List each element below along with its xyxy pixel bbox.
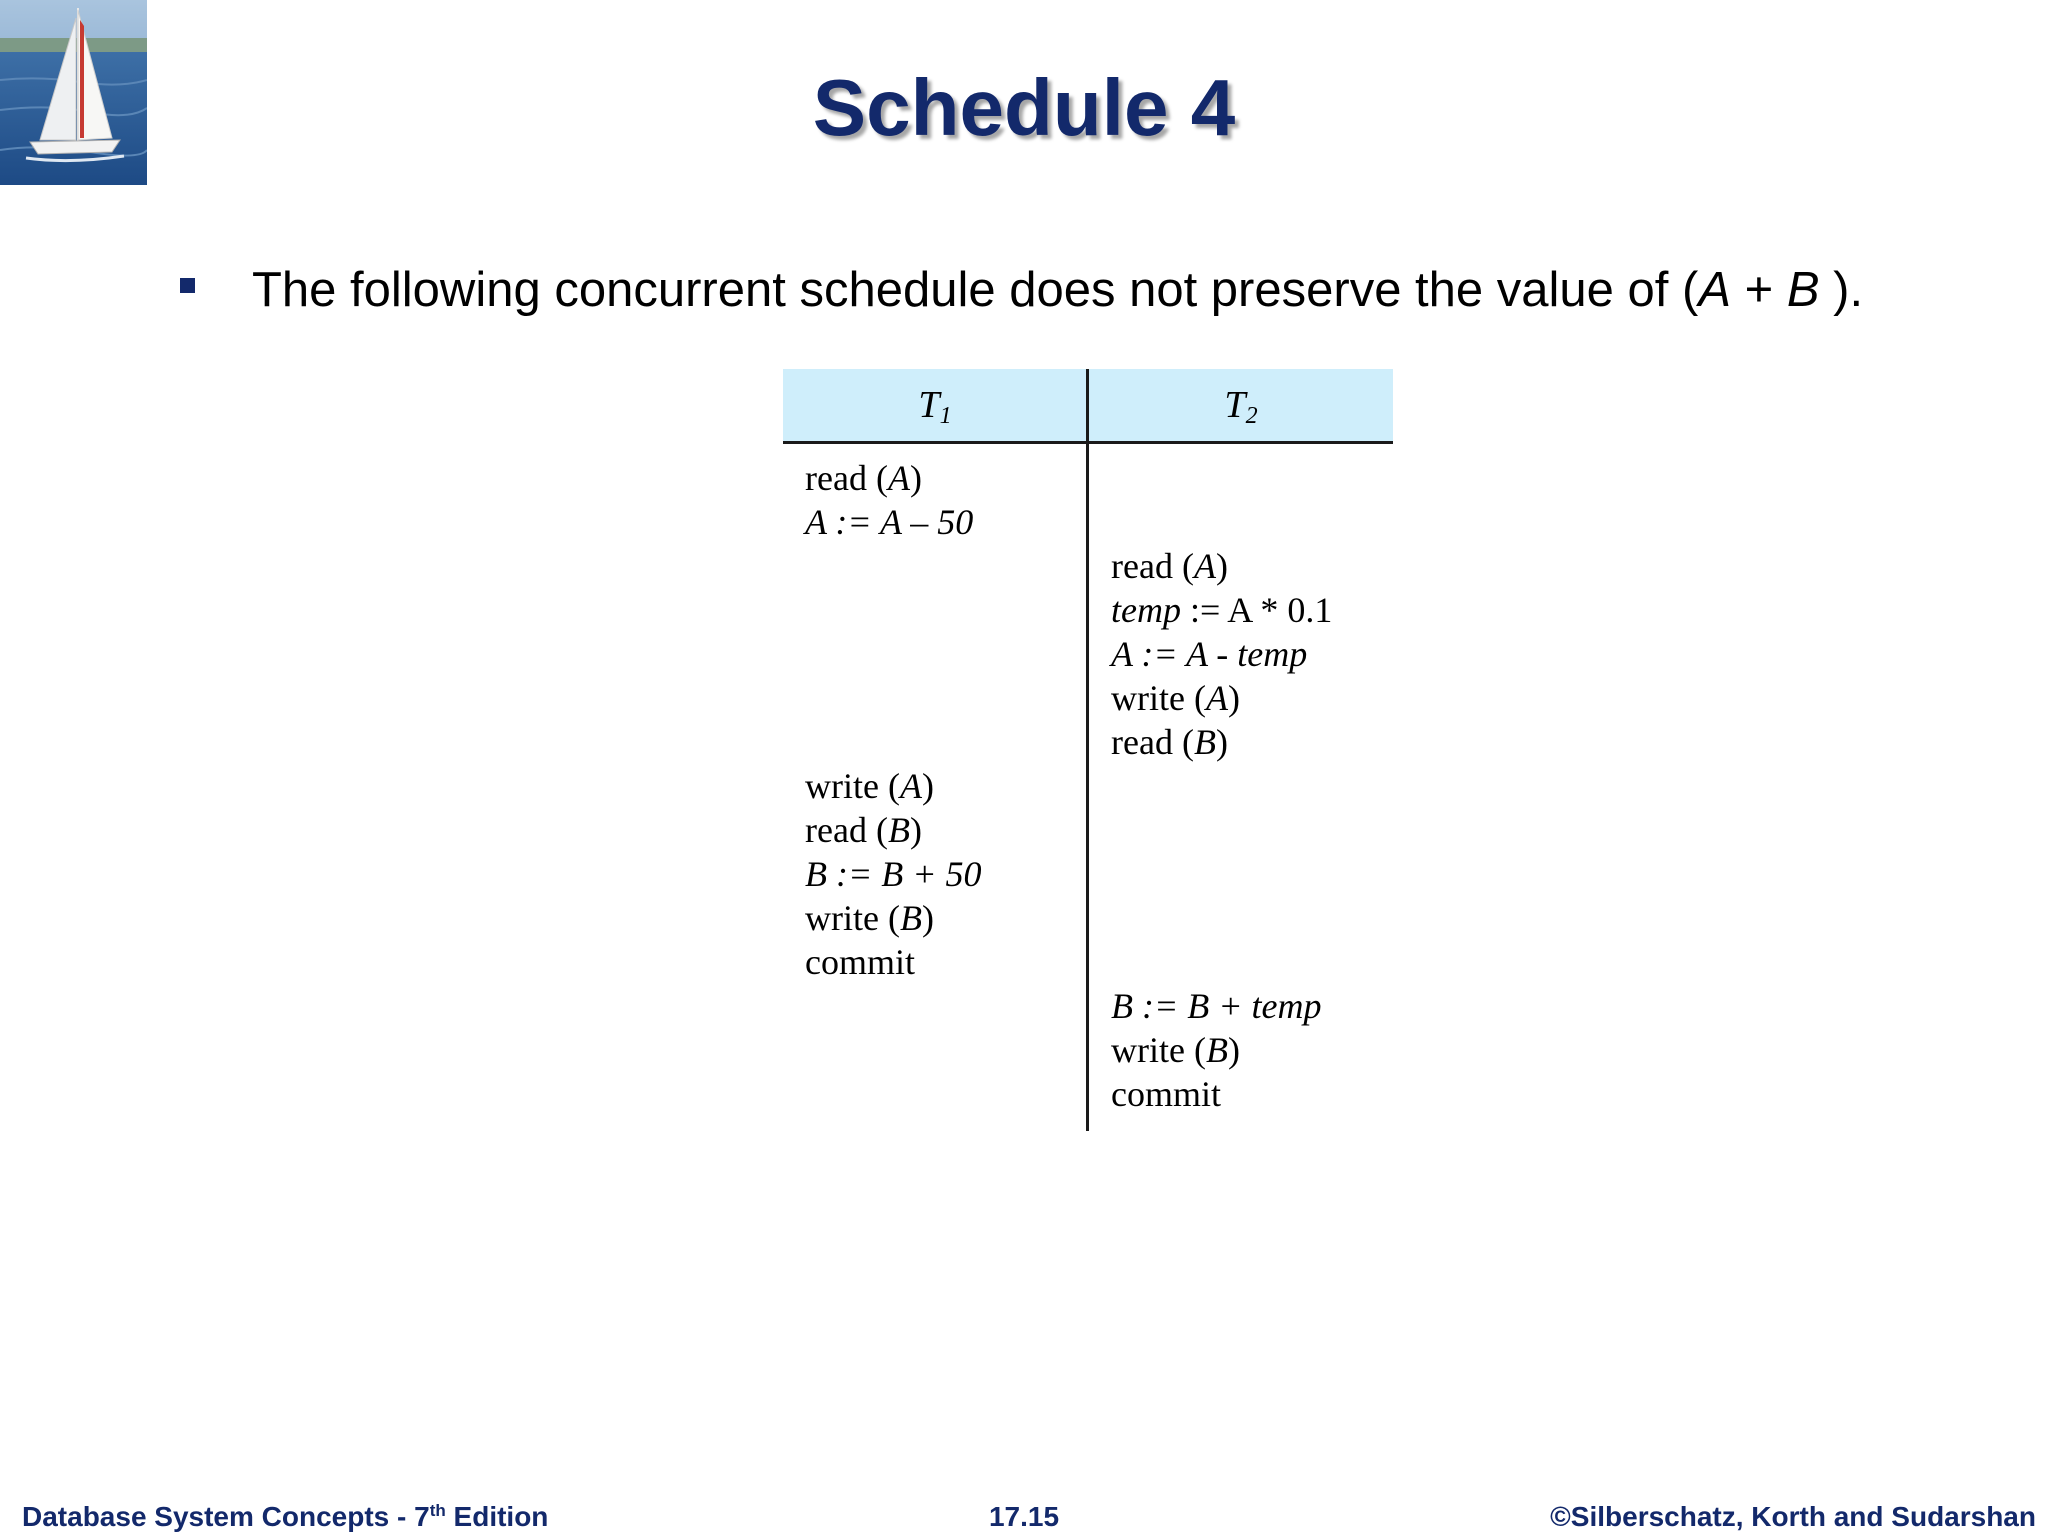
t2-op: write (A)	[1111, 678, 1240, 718]
t2-op: A := A - temp	[1111, 634, 1308, 674]
header-t1-subscript: 1	[939, 403, 952, 429]
footer-copyright: ©Silberschatz, Korth and Sudarshan	[1550, 1501, 2036, 1532]
bullet-var-a: A	[1698, 263, 1732, 317]
schedule-table	[783, 369, 1393, 1131]
slide-title: Schedule 4	[812, 63, 1236, 152]
bullet-text	[252, 258, 1863, 322]
bullet-text-suffix: ).	[1819, 263, 1864, 317]
t2-op: temp := A * 0.1	[1111, 590, 1333, 630]
column-divider	[1086, 369, 1089, 1131]
t2-op: read (B)	[1111, 722, 1228, 762]
t2-op: write (B)	[1111, 1030, 1240, 1070]
t1-op: write (A)	[805, 766, 934, 806]
header-t1-name: T	[918, 384, 940, 426]
bullet-square-icon	[180, 278, 195, 293]
bullet-plus: +	[1731, 263, 1787, 317]
header-t2-subscript: 2	[1245, 403, 1258, 429]
t1-op: B := B + 50	[805, 854, 982, 894]
header-t1	[783, 369, 1087, 442]
slide-footer	[0, 1500, 2048, 1534]
bullet-item	[180, 258, 2000, 328]
t1-op: A := A – 50	[805, 502, 974, 542]
header-t2-name: T	[1224, 384, 1246, 426]
footer-book-title: Database System Concepts - 7th Edition	[22, 1501, 549, 1532]
t2-op: B := B + temp	[1111, 986, 1322, 1026]
t1-op: read (A)	[805, 458, 922, 498]
header-t2	[1089, 369, 1393, 442]
footer-slide-number: 17.15	[988, 1501, 1060, 1532]
bullet-text-prefix: The following concurrent schedule does not preserve the value of (	[252, 263, 1699, 317]
bullet-var-b: B	[1786, 263, 1820, 317]
t2-op: read (A)	[1111, 546, 1228, 586]
t2-op: commit	[1111, 1074, 1221, 1114]
t1-op: commit	[805, 942, 915, 982]
t1-op: read (B)	[805, 810, 922, 850]
t1-op: write (B)	[805, 898, 934, 938]
